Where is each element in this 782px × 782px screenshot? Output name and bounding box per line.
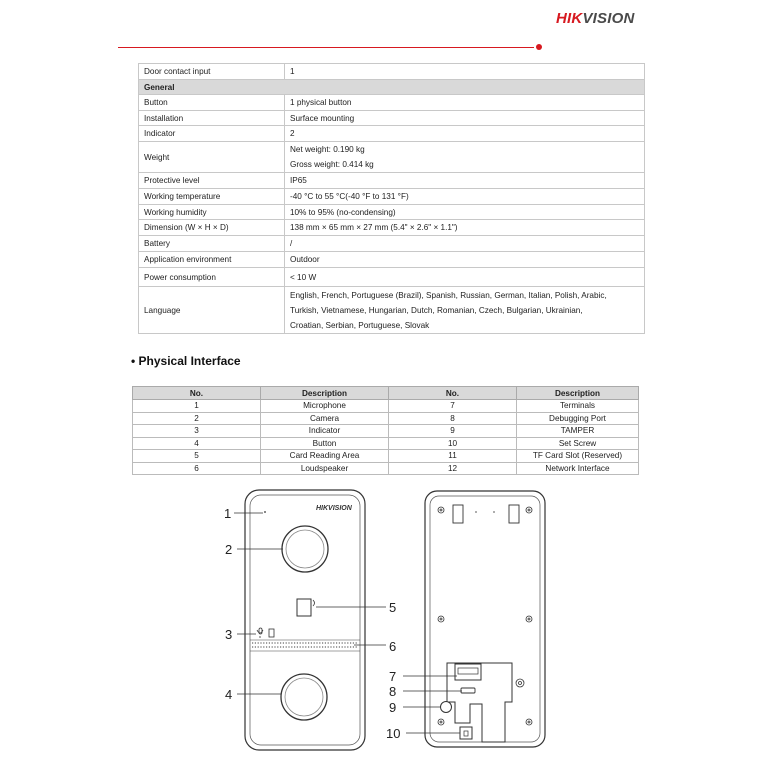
spec-label: Door contact input (139, 64, 285, 80)
section-heading: • Physical Interface (131, 354, 241, 368)
spec-label: Battery (139, 236, 285, 252)
terminals-block (455, 664, 481, 680)
spec-section-title: General (139, 80, 645, 95)
spec-label: Working humidity (139, 205, 285, 220)
set-screw-box (460, 727, 472, 739)
camera-lens (286, 530, 324, 568)
callout-label-7: 7 (389, 669, 397, 684)
col-header-description: Description (517, 387, 639, 400)
cell-no: 12 (389, 462, 517, 475)
spec-value: -40 °C to 55 °C(-40 °F to 131 °F) (285, 189, 645, 205)
col-header-no: No. (133, 387, 261, 400)
back-view (425, 491, 545, 747)
cell-description: Loudspeaker (261, 462, 389, 475)
col-header-description: Description (261, 387, 389, 400)
cell-no: 6 (133, 462, 261, 475)
tamper-switch (441, 702, 452, 713)
cell-description: Camera (261, 412, 389, 425)
cell-description: Button (261, 437, 389, 450)
cell-no: 5 (133, 450, 261, 463)
logo-part2: VISION (582, 10, 635, 27)
cell-description: Indicator (261, 425, 389, 438)
spec-label: Working temperature (139, 189, 285, 205)
language-line: English, French, Portuguese (Brazil), Spanish, Russian, German, Italian, Polish, Arabic, (290, 290, 607, 300)
spec-label: Power consumption (139, 268, 285, 287)
net-weight: Net weight: 0.190 kg (290, 145, 365, 154)
microphone-hole (264, 511, 266, 513)
callout-label-6: 6 (389, 639, 397, 654)
cell-no: 9 (389, 425, 517, 438)
callout-label-3: 3 (225, 627, 233, 642)
spec-value: < 10 W (285, 268, 645, 287)
cell-no: 11 (389, 450, 517, 463)
cell-no: 8 (389, 412, 517, 425)
cell-no: 10 (389, 437, 517, 450)
callout-label-8: 8 (389, 684, 397, 699)
cell-no: 2 (133, 412, 261, 425)
callout-label-1: 1 (224, 506, 232, 521)
spec-value: Surface mounting (285, 111, 645, 126)
cell-description: Set Screw (517, 437, 639, 450)
spec-label: Language (139, 287, 285, 334)
cell-description: Card Reading Area (261, 450, 389, 463)
debugging-port (461, 688, 475, 693)
spec-value: 138 mm × 65 mm × 27 mm (5.4" × 2.6" × 1.1") (285, 220, 645, 236)
spec-label: Button (139, 95, 285, 111)
callout-label-9: 9 (389, 700, 397, 715)
spec-value: 10% to 95% (no-condensing) (285, 205, 645, 220)
cell-no: 4 (133, 437, 261, 450)
spec-value: / (285, 236, 645, 252)
cell-no: 7 (389, 400, 517, 413)
spec-label: Application environment (139, 252, 285, 268)
cell-description: Terminals (517, 400, 639, 413)
language-line: Turkish, Vietnamese, Hungarian, Dutch, Romanian, Czech, Bulgarian, Ukrainian, (290, 305, 583, 315)
col-header-no: No. (389, 387, 517, 400)
device-brand-text: HIKVISION (316, 505, 352, 512)
spec-value: IP65 (285, 173, 645, 189)
spec-value: Outdoor (285, 252, 645, 268)
callout-label-5: 5 (389, 600, 397, 615)
spec-value: 1 (285, 64, 645, 80)
logo-part1: HIK (556, 10, 583, 27)
screw-hole-center (528, 509, 530, 511)
screw-hole-center (440, 509, 442, 511)
screw-hole-center (440, 618, 442, 620)
cell-description: TF Card Slot (Reserved) (517, 450, 639, 463)
callout-label-4: 4 (225, 687, 233, 702)
screw-hole-center (519, 682, 522, 685)
gross-weight: Gross weight: 0.414 kg (290, 160, 374, 169)
spec-label: Indicator (139, 126, 285, 142)
spec-value: 2 (285, 126, 645, 142)
spec-label: Dimension (W × H × D) (139, 220, 285, 236)
screw-hole-center (440, 721, 442, 723)
cell-description: Debugging Port (517, 412, 639, 425)
cell-description: Microphone (261, 400, 389, 413)
button-face (285, 678, 323, 716)
cell-no: 3 (133, 425, 261, 438)
front-view (245, 490, 365, 750)
screw-hole-center (528, 618, 530, 620)
language-line: Croatian, Serbian, Portuguese, Slovak (290, 320, 430, 330)
screw-hole-center (528, 721, 530, 723)
cell-no: 1 (133, 400, 261, 413)
spec-label: Weight (139, 142, 285, 173)
spec-label: Protective level (139, 173, 285, 189)
callout-label-10: 10 (386, 726, 401, 741)
callout-label-2: 2 (225, 542, 233, 557)
spec-value: 1 physical button (285, 95, 645, 111)
cell-description: Network Interface (517, 462, 639, 475)
cell-description: TAMPER (517, 425, 639, 438)
spec-label: Installation (139, 111, 285, 126)
